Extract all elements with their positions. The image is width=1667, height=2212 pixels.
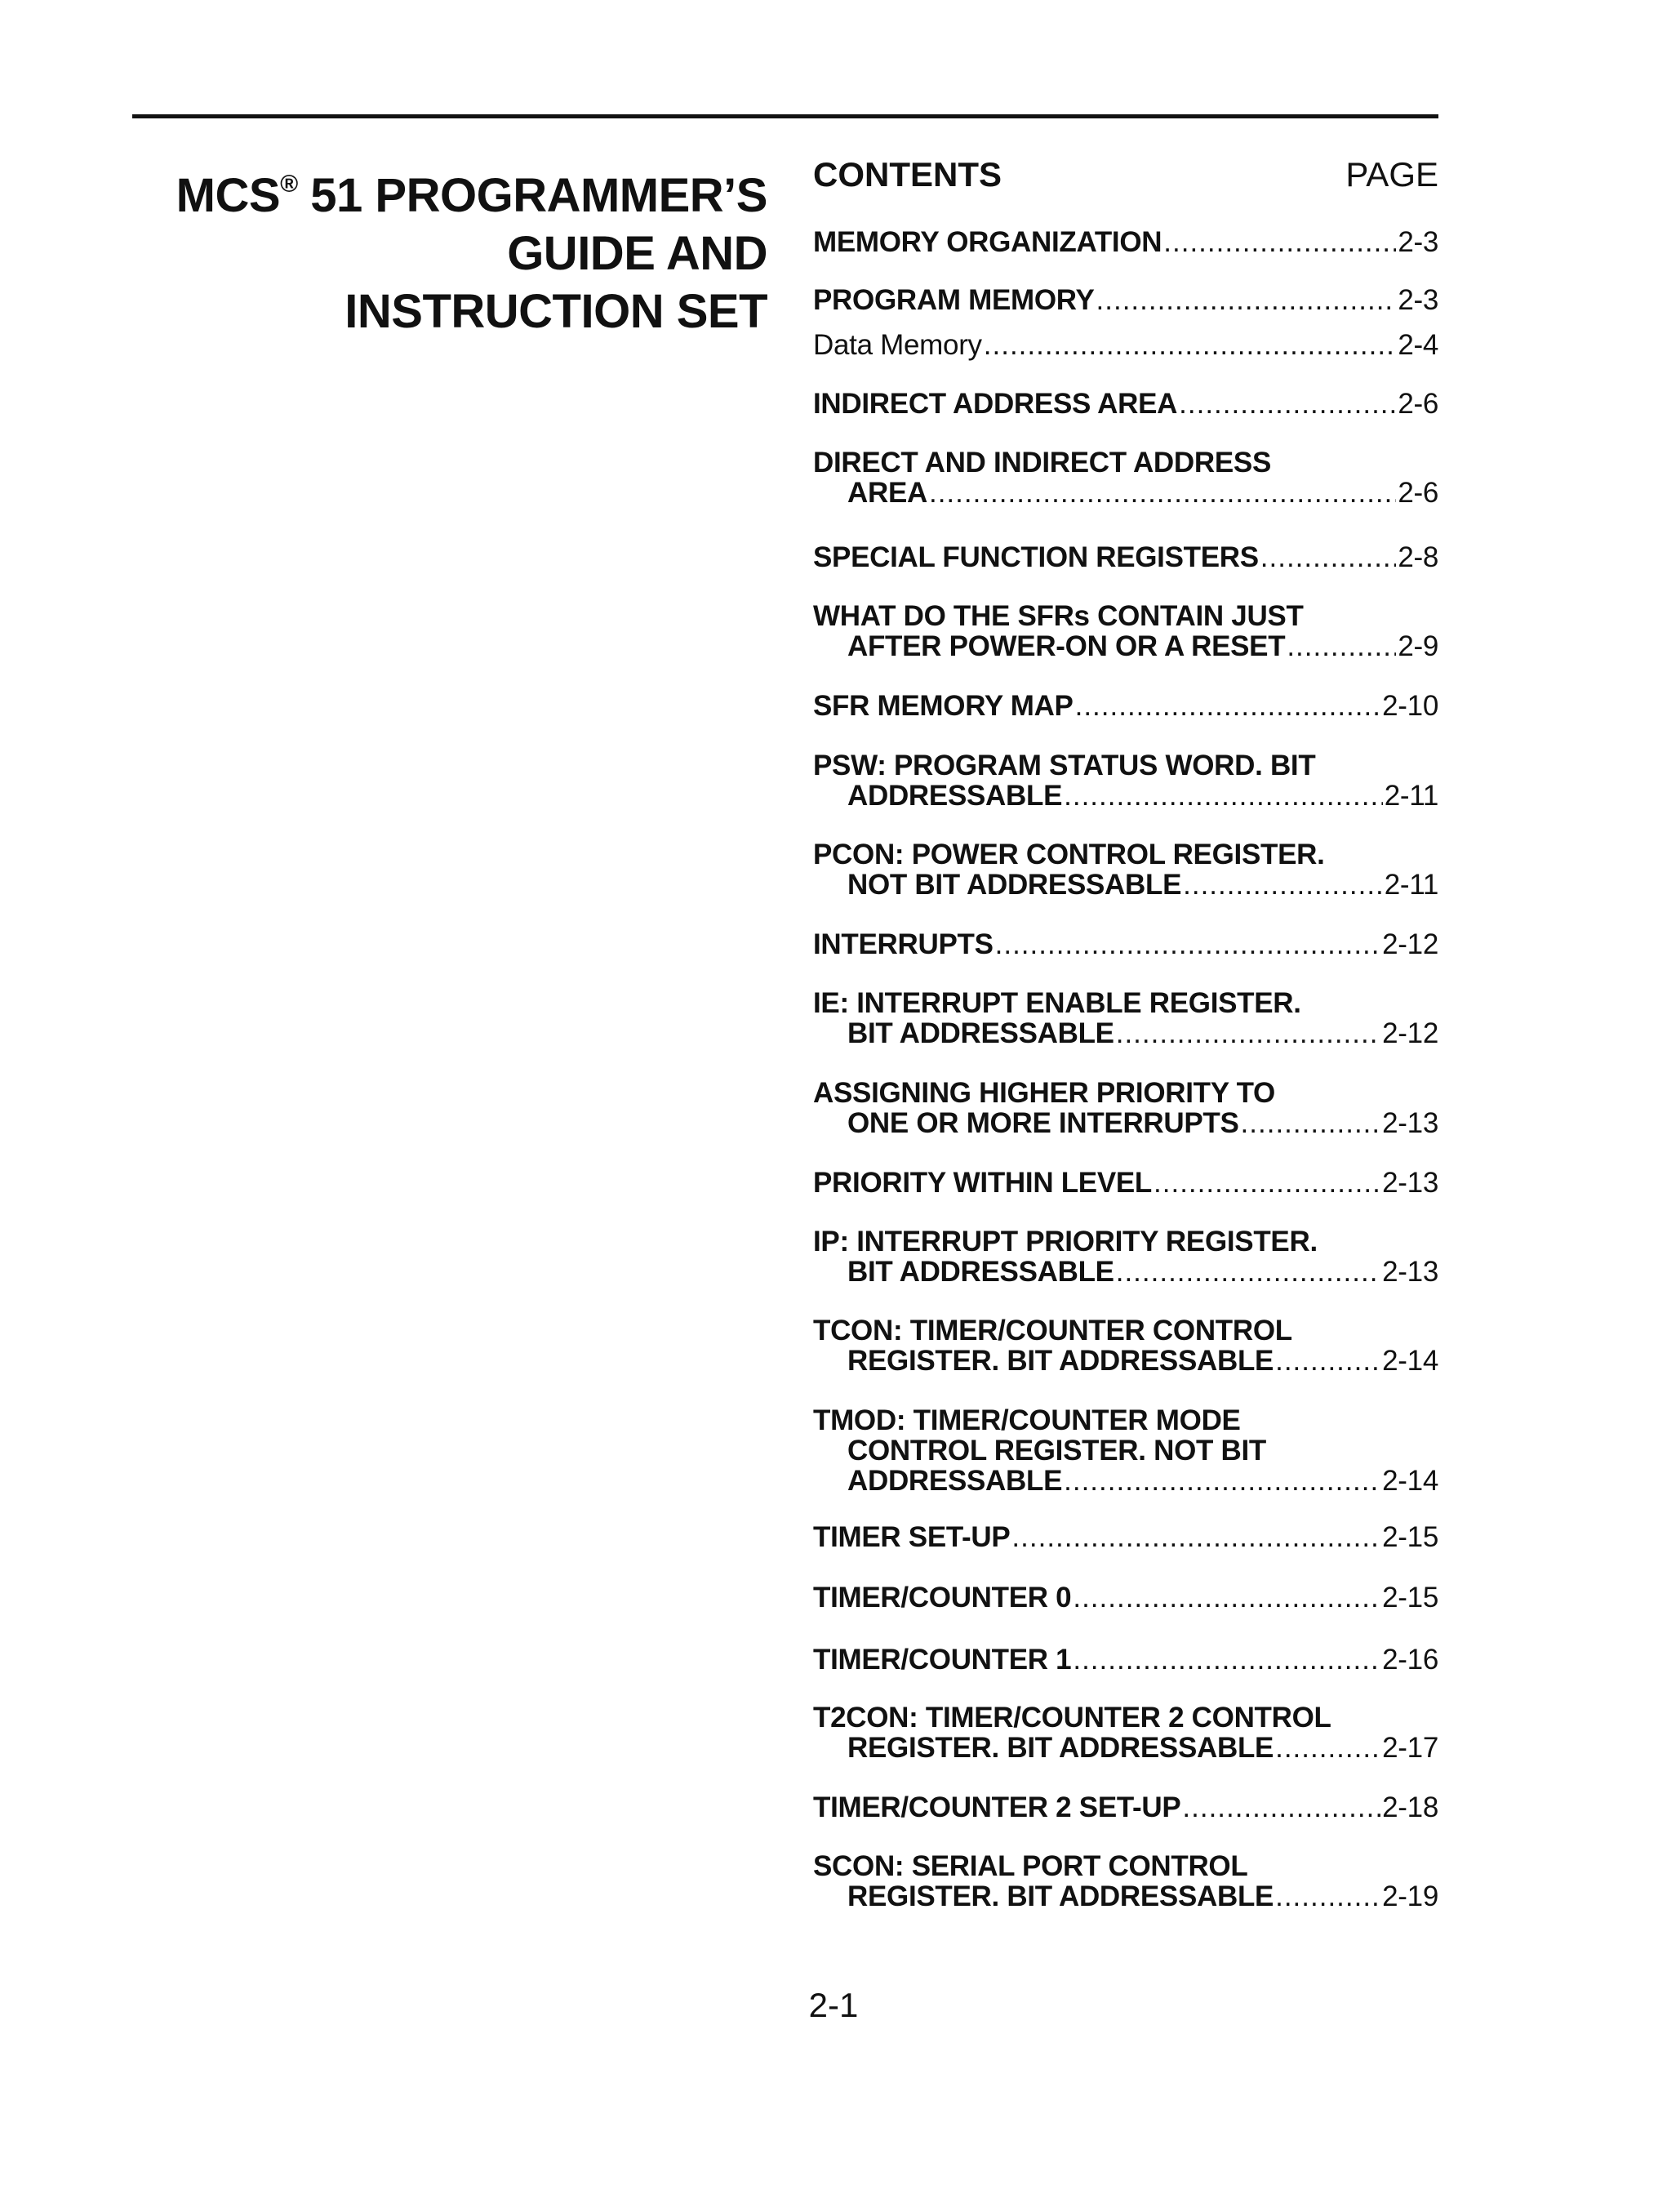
toc-entry-title-line: INTERRUPTS [813,928,994,960]
dot-leader [1073,1645,1380,1675]
toc-entry-title-line: REGISTER. BIT ADDRESSABLE [847,1732,1274,1764]
dot-leader [1287,631,1396,661]
toc-entry-page: 2-6 [1398,388,1438,420]
dot-leader [1260,542,1397,572]
table-of-contents [813,155,1438,1912]
dot-leader [1116,1018,1380,1048]
toc-entry-title-line: TIMER SET-UP [813,1521,1011,1553]
toc-entry [813,929,1438,959]
toc-entry-title-line: SFR MEMORY MAP [813,690,1074,722]
toc-entry-title-line: ONE OR MORE INTERRUPTS [847,1107,1239,1139]
dot-leader [1179,389,1396,419]
toc-entry-page: 2-8 [1398,541,1438,573]
toc-entry-title-line: PSW: PROGRAM STATUS WORD. BIT [813,750,1316,781]
toc-entry-page: 2-12 [1382,1017,1438,1049]
toc-entry-title-line: IE: INTERRUPT ENABLE REGISTER. [813,987,1301,1019]
dot-leader [1275,1346,1380,1376]
toc-entry-title-line: PRIORITY WITHIN LEVEL [813,1167,1153,1199]
toc-entry-title-line: AREA [847,477,927,509]
dot-leader [1064,1466,1380,1496]
toc-entry-page: 2-16 [1382,1644,1438,1676]
toc-entry-page: 2-11 [1384,780,1438,812]
dot-leader [1116,1257,1380,1287]
dot-leader [1275,1733,1380,1763]
toc-entry [813,1702,1438,1763]
dot-leader [984,330,1397,360]
toc-entry [813,1078,1438,1138]
toc-entry-page: 2-18 [1382,1791,1438,1823]
toc-entry-title-line: BIT ADDRESSABLE [847,1256,1114,1288]
toc-entry-title-line: TCON: TIMER/COUNTER CONTROL [813,1315,1292,1346]
toc-entry [813,1405,1438,1496]
dot-leader [1011,1522,1380,1552]
header-rule [132,114,1438,118]
dot-leader [1096,285,1397,315]
toc-entry [813,839,1438,900]
toc-entry-title-line: ASSIGNING HIGHER PRIORITY TO [813,1077,1275,1109]
toc-entry-title-line: INDIRECT ADDRESS AREA [813,388,1178,420]
toc-entry-title-line: ADDRESSABLE [847,1465,1063,1497]
toc-entry-title-line: Data Memory [813,329,982,361]
toc-entry-page: 2-9 [1398,630,1438,662]
registered-mark: ® [280,171,298,198]
toc-entry [813,542,1438,572]
toc-entry-page: 2-19 [1382,1880,1438,1912]
toc-entry [813,285,1438,315]
title-line-3: INSTRUCTION SET [345,285,767,338]
toc-entry [813,227,1438,257]
toc-entry-title-line: REGISTER. BIT ADDRESSABLE [847,1345,1274,1377]
dot-leader [1163,227,1396,257]
page-column-heading: PAGE [1345,155,1438,194]
dot-leader [1073,1582,1380,1613]
toc-entry-page: 2-3 [1398,284,1438,316]
toc-entry-title-line: SPECIAL FUNCTION REGISTERS [813,541,1259,573]
title-line-2: GUIDE AND [507,227,767,280]
toc-entry-title-line: T2CON: TIMER/COUNTER 2 CONTROL [813,1702,1331,1734]
toc-entry-title-line: TMOD: TIMER/COUNTER MODE [813,1404,1241,1436]
toc-entry [813,389,1438,419]
toc-entry-page: 2-15 [1382,1582,1438,1613]
toc-entry [813,1582,1438,1613]
toc-entry-title-line: SCON: SERIAL PORT CONTROL [813,1850,1248,1882]
toc-entry [813,1522,1438,1552]
toc-entry-page: 2-13 [1382,1256,1438,1288]
dot-leader [995,929,1381,959]
toc-entry-page: 2-3 [1398,226,1438,258]
toc-entry [813,1851,1438,1912]
toc-entry [813,1315,1438,1376]
page-number: 2-1 [808,1986,859,2024]
toc-entry [813,601,1438,661]
toc-entry [813,330,1438,360]
toc-entry-title-line: CONTROL REGISTER. NOT BIT [847,1435,1266,1467]
toc-entry-page: 2-4 [1398,329,1438,361]
title-line-1: MCS® 51 PROGRAMMER’S [176,169,767,222]
toc-entry-title-line: BIT ADDRESSABLE [847,1017,1114,1049]
toc-entry-title-line: AFTER POWER-ON OR A RESET [847,630,1286,662]
document-title [122,155,767,340]
toc-entry-title-line: WHAT DO THE SFRs CONTAIN JUST [813,600,1304,632]
toc-entry-title-line: REGISTER. BIT ADDRESSABLE [847,1880,1274,1912]
toc-entry-page: 2-13 [1382,1167,1438,1199]
toc-entry-title-line: MEMORY ORGANIZATION [813,226,1162,258]
toc-entry-title-line: NOT BIT ADDRESSABLE [847,869,1182,901]
toc-entry [813,1226,1438,1287]
dot-leader [1075,691,1381,721]
toc-entry [813,1792,1438,1823]
dot-leader [1275,1881,1380,1912]
toc-entry [813,1645,1438,1675]
toc-entry-title-line: TIMER/COUNTER 0 [813,1582,1072,1613]
toc-entry-page: 2-11 [1384,869,1438,901]
dot-leader [1183,870,1383,900]
toc-entry-title-line: ADDRESSABLE [847,780,1063,812]
dot-leader [1154,1168,1380,1198]
toc-entry [813,1168,1438,1198]
toc-entry-page: 2-15 [1382,1521,1438,1553]
dot-leader [929,478,1396,508]
contents-header [813,155,1438,219]
toc-entry-page: 2-13 [1382,1107,1438,1139]
toc-entry [813,750,1438,811]
toc-entry-page: 2-14 [1382,1345,1438,1377]
toc-entry [813,447,1438,508]
toc-entry-page: 2-10 [1382,690,1438,722]
dot-leader [1182,1792,1380,1823]
toc-entry-title-line: TIMER/COUNTER 1 [813,1644,1072,1676]
contents-heading: CONTENTS [813,155,1002,194]
toc-entry-page: 2-17 [1382,1732,1438,1764]
toc-entry-title-line: PROGRAM MEMORY [813,284,1095,316]
toc-entry-title-line: TIMER/COUNTER 2 SET-UP [813,1791,1181,1823]
toc-entry [813,988,1438,1048]
toc-entry-page: 2-14 [1382,1465,1438,1497]
dot-leader [1241,1108,1381,1138]
toc-entry-title-line: DIRECT AND INDIRECT ADDRESS [813,447,1271,478]
toc-entry [813,691,1438,721]
dot-leader [1064,781,1383,811]
toc-entry-title-line: PCON: POWER CONTROL REGISTER. [813,839,1325,870]
toc-entry-title-line: IP: INTERRUPT PRIORITY REGISTER. [813,1226,1318,1257]
toc-entry-page: 2-12 [1382,928,1438,960]
toc-entry-page: 2-6 [1398,477,1438,509]
